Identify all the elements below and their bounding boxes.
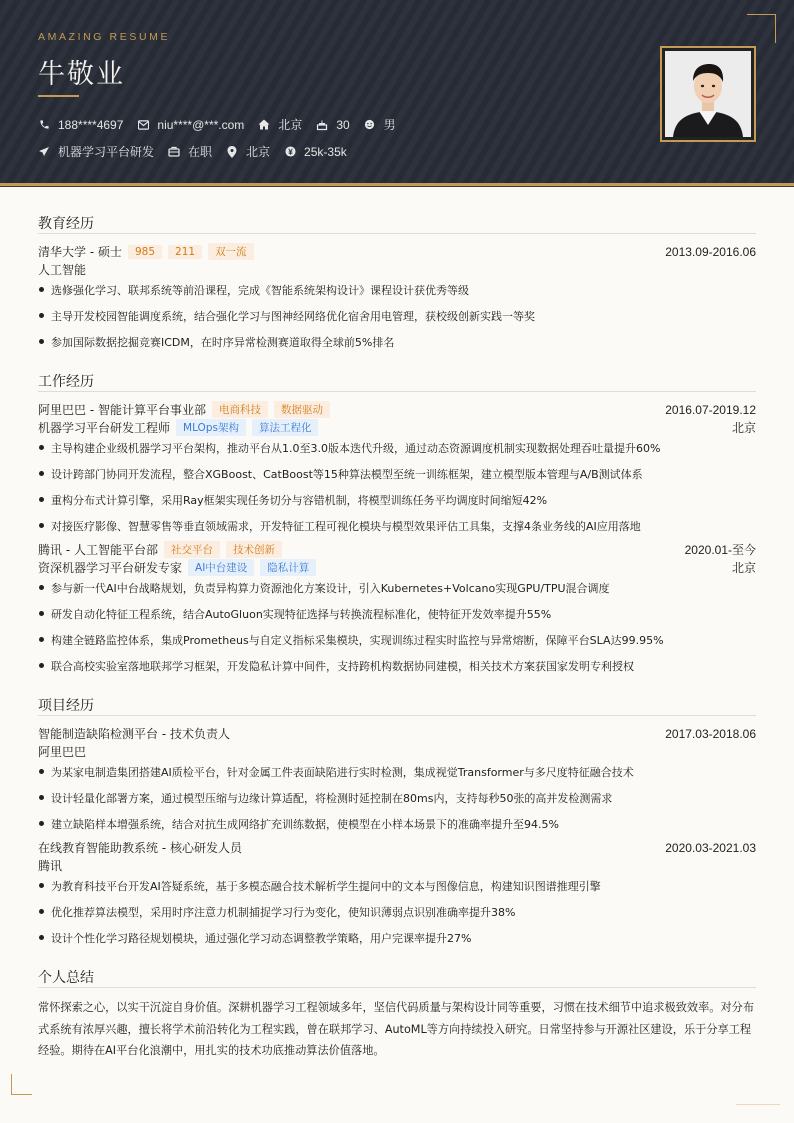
- section-divider: [38, 233, 756, 234]
- project-date: 2020.03-2021.03: [665, 840, 756, 855]
- contact-gender: [364, 116, 396, 133]
- bullet-dot: [39, 821, 44, 826]
- summary-text: 常怀探索之心，以实干沉淀自身价值。深耕机器学习工程领域多年，坚信代码质量与架构设计同等重要，习惯在技术细节中追求极致效率。对分布式系统有浓厚兴趣，擅长将学术前沿转化为工程实践，曾在联邦学习、AutoML等方向持续投入研究。日常坚持参与开源社区建设，乐于分享工程经验。期待在AI平台化浪潮中，用扎实的技术功底推动算法价值落地。: [38, 1001, 755, 1057]
- contact-gender-text: 男: [383, 118, 396, 132]
- contact-row-2: [38, 143, 361, 160]
- bullet-dot: [39, 471, 44, 476]
- bullet-dot: [39, 637, 44, 642]
- avatar-frame: [660, 46, 756, 142]
- bullet-text: 设计轻量化部署方案，通过模型压缩与边缘计算适配，将检测时延控制在80ms内，支持每秒50张的高并发检测需求: [51, 792, 613, 805]
- project-org: 阿里巴巴: [38, 745, 87, 759]
- bullet-dot: [39, 585, 44, 590]
- target-city: [226, 143, 270, 160]
- contact-email: [137, 118, 244, 132]
- target-city-text: 北京: [246, 145, 271, 159]
- contact-phone: [38, 118, 123, 132]
- section-divider: [38, 391, 756, 392]
- section-divider: [38, 715, 756, 716]
- education-date: 2013.09-2016.06: [665, 244, 756, 259]
- job-role-line: [38, 419, 756, 436]
- bullet-text: 设计跨部门协同开发流程，整合XGBoost、CatBoost等15种算法模型至统一训练框架，建立模型版本管理与A/B测试体系: [51, 468, 643, 481]
- project-header: [38, 839, 756, 856]
- bullet-text: 参与新一代AI中台战略规划，负责异构算力资源池化方案设计，引入Kubernetes+Volcano实现GPU/TPU混合调度: [51, 582, 610, 595]
- company-name: 阿里巴巴 - 智能计算平台事业部: [38, 403, 206, 417]
- school-tag: 211: [168, 245, 202, 259]
- bullet-text: 为教育科技平台开发AI答疑系统，基于多模态融合技术解析学生提问中的文本与图像信息，构建知识图谱推理引擎: [51, 880, 601, 893]
- job-bullet: [38, 658, 756, 674]
- expected-salary: [284, 145, 347, 159]
- job-location: 北京: [731, 561, 756, 575]
- location-pin-icon: [226, 146, 238, 158]
- job-date: 2016.07-2019.12: [665, 402, 756, 417]
- contact-phone-text: 188****4697: [58, 117, 124, 132]
- education-bullet: [38, 308, 756, 324]
- briefcase-icon: [168, 146, 180, 158]
- contact-city: [258, 116, 302, 133]
- role-tag: 隐私计算: [260, 559, 316, 576]
- project-header: [38, 725, 756, 742]
- project-org: 腾讯: [38, 859, 63, 873]
- company-tag: 数据驱动: [274, 401, 330, 418]
- bullet-dot: [39, 935, 44, 940]
- job-bullet: [38, 606, 756, 622]
- bullet-dot: [39, 339, 44, 344]
- contact-city-text: 北京: [278, 118, 303, 132]
- footer-ornament: [736, 1104, 780, 1105]
- bullet-text: 研发自动化特征工程系统，结合AutoGluon实现特征选择与转换流程标准化，使特征开发效率提升55%: [51, 608, 552, 621]
- job-status-text: 在职: [188, 145, 213, 159]
- project-bullet: [38, 904, 756, 920]
- project-org-line: [38, 743, 756, 760]
- company-tag: 电商科技: [212, 401, 268, 418]
- school-tag: 985: [128, 245, 162, 259]
- corner-ornament: [11, 1074, 32, 1095]
- bullet-text: 建立缺陷样本增强系统，结合对抗生成网络扩充训练数据，使模型在小样本场景下的准确率提升至94.5%: [51, 818, 559, 831]
- cake-icon: [316, 119, 328, 131]
- bullet-text: 为某家电制造集团搭建AI质检平台，针对金属工件表面缺陷进行实时检测，集成视觉Transformer与多尺度特征融合技术: [51, 766, 634, 779]
- bullet-dot: [39, 883, 44, 888]
- education-bullet: [38, 282, 756, 298]
- role-tag: AI中台建设: [188, 559, 254, 576]
- major: 人工智能: [38, 263, 87, 277]
- summary-section-title: 个人总结: [38, 970, 94, 986]
- job-bullet: [38, 580, 756, 596]
- project-bullet: [38, 816, 756, 832]
- project-bullet: [38, 790, 756, 806]
- bullet-dot: [39, 611, 44, 616]
- job-bullet: [38, 492, 756, 508]
- project-name: 在线教育智能助教系统 - 核心研发人员: [38, 841, 242, 855]
- candidate-name: 牛敬业: [38, 59, 125, 90]
- education-major-line: [38, 261, 756, 278]
- resume-kicker: AMAZING RESUME: [38, 31, 171, 43]
- gender-icon: [364, 119, 376, 131]
- job-date: 2020.01-至今: [684, 543, 756, 557]
- projects-section-title: 项目经历: [38, 698, 94, 714]
- salary-icon: [284, 146, 296, 158]
- bullet-dot: [39, 313, 44, 318]
- work-section-title: 工作经历: [38, 374, 94, 390]
- bullet-dot: [39, 795, 44, 800]
- bullet-text: 设计个性化学习路径规划模块，通过强化学习动态调整教学策略，用户完课率提升27%: [51, 932, 472, 945]
- header-divider: [0, 186, 794, 187]
- job-bullet: [38, 518, 756, 534]
- project-bullet: [38, 764, 756, 780]
- bullet-text: 主导开发校园智能调度系统，结合强化学习与图神经网络优化宿舍用电管理，获校级创新实践一等奖: [51, 310, 535, 323]
- job-header: [38, 401, 756, 418]
- job-role: 资深机器学习平台研发专家: [38, 561, 183, 575]
- company-tag: 社交平台: [164, 541, 220, 558]
- contact-email-text: niu****@***.com: [157, 117, 245, 132]
- bullet-dot: [39, 523, 44, 528]
- bullet-dot: [39, 445, 44, 450]
- bullet-text: 联合高校实验室落地联邦学习框架，开发隐私计算中间件，支持跨机构数据协同建模，相关技术方案获国家发明专利授权: [51, 660, 634, 673]
- bullet-dot: [39, 497, 44, 502]
- education-bullet: [38, 334, 756, 350]
- project-name: 智能制造缺陷检测平台 - 技术负责人: [38, 727, 230, 741]
- job-bullet: [38, 632, 756, 648]
- bullet-dot: [39, 909, 44, 914]
- job-bullet: [38, 440, 756, 456]
- bullet-dot: [39, 769, 44, 774]
- bullet-text: 参加国际数据挖掘竞赛ICDM，在时序异常检测赛道取得全球前5%排名: [51, 336, 395, 349]
- bullet-dot: [39, 663, 44, 668]
- contact-age: [316, 118, 349, 132]
- corner-ornament: [747, 14, 776, 43]
- target-position-text: 机器学习平台研发: [58, 145, 155, 159]
- education-entry-header: [38, 243, 756, 260]
- bullet-text: 重构分布式计算引擎，采用Ray框架实现任务切分与容错机制，将模型训练任务平均调度时间缩短42%: [51, 494, 548, 507]
- school-tag: 双一流: [208, 243, 254, 260]
- job-status: [168, 143, 212, 160]
- job-header: [38, 541, 756, 558]
- home-icon: [258, 119, 270, 131]
- bullet-text: 选修强化学习、联邦系统等前沿课程，完成《智能系统架构设计》课程设计获优秀等级: [51, 284, 469, 297]
- school-name: 清华大学 - 硕士: [38, 245, 122, 259]
- job-location: 北京: [731, 421, 756, 435]
- project-date: 2017.03-2018.06: [665, 726, 756, 741]
- project-org-line: [38, 857, 756, 874]
- role-tag: MLOps架构: [176, 419, 246, 436]
- company-name: 腾讯 - 人工智能平台部: [38, 543, 158, 557]
- contact-age-text: 30: [336, 117, 350, 132]
- bullet-dot: [39, 287, 44, 292]
- name-underline: [38, 95, 79, 97]
- company-tag: 技术创新: [226, 541, 282, 558]
- avatar: [665, 51, 751, 137]
- job-role-line: [38, 559, 756, 576]
- job-bullet: [38, 466, 756, 482]
- role-tag: 算法工程化: [252, 419, 319, 436]
- bullet-text: 优化推荐算法模型，采用时序注意力机制捕捉学习行为变化，使知识薄弱点识别准确率提升38%: [51, 906, 516, 919]
- project-bullet: [38, 930, 756, 946]
- send-icon: [38, 146, 50, 158]
- target-position: [38, 143, 154, 160]
- mail-icon: [137, 119, 149, 131]
- phone-icon: [38, 119, 50, 131]
- bullet-text: 构建全链路监控体系，集成Prometheus与自定义指标采集模块，实现训练过程实时监控与异常熔断，保障平台SLA达99.95%: [51, 634, 664, 647]
- bullet-text: 对接医疗影像、智慧零售等垂直领域需求，开发特征工程可视化模块与模型效果评估工具集，支撑4条业务线的AI应用落地: [51, 520, 641, 533]
- job-role: 机器学习平台研发工程师: [38, 421, 171, 435]
- education-section-title: 教育经历: [38, 216, 94, 232]
- section-divider: [38, 987, 756, 988]
- project-bullet: [38, 878, 756, 894]
- contact-row-1: [38, 116, 410, 133]
- expected-salary-text: 25k-35k: [304, 144, 347, 159]
- bullet-text: 主导构建企业级机器学习平台架构，推动平台从1.0至3.0版本迭代升级，通过动态资源调度机制实现数据处理吞吐量提升60%: [51, 442, 661, 455]
